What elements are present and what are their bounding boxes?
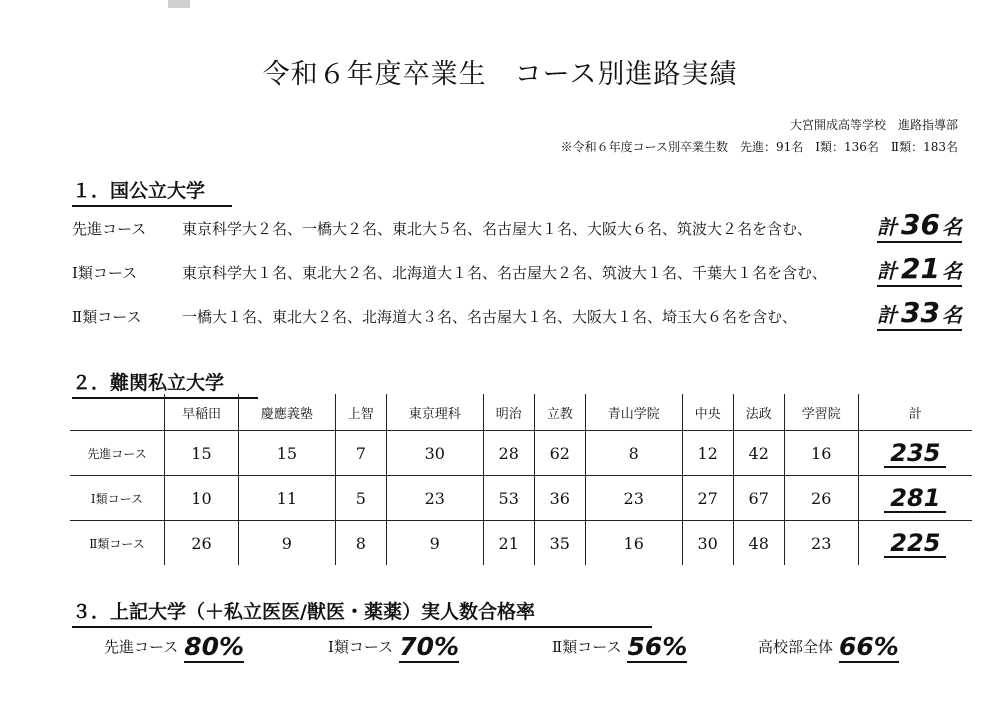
table-cell: 35 bbox=[534, 521, 585, 566]
table-row bbox=[70, 476, 972, 521]
total-number: 33 bbox=[901, 296, 940, 329]
scan-artifact bbox=[168, 0, 190, 8]
private-university-table bbox=[70, 394, 972, 565]
rate-label: 先進コース bbox=[104, 638, 179, 656]
table-cell: 9 bbox=[386, 521, 483, 566]
table-cell: 5 bbox=[335, 476, 386, 521]
table-cell: 23 bbox=[386, 476, 483, 521]
course-total bbox=[877, 208, 962, 243]
table-cell: 16 bbox=[784, 431, 858, 476]
table-cell: 26 bbox=[165, 521, 239, 566]
column-header: 東京理科 bbox=[386, 394, 483, 431]
table-cell: 8 bbox=[585, 431, 682, 476]
rate-label: Ⅱ類コース bbox=[552, 638, 622, 656]
national-row-type1 bbox=[72, 254, 972, 288]
page-title: 令和６年度卒業生 コース別進路実績 bbox=[262, 59, 738, 90]
rate-item bbox=[328, 632, 459, 661]
section3-heading: ３．上記大学（＋私立医医/獣医・薬薬）実人数合格率 bbox=[72, 597, 652, 628]
table-cell: 30 bbox=[682, 521, 733, 566]
national-row-type2 bbox=[72, 298, 972, 332]
table-cell: 27 bbox=[682, 476, 733, 521]
table-cell: 30 bbox=[386, 431, 483, 476]
table-cell: 53 bbox=[483, 476, 534, 521]
column-header: 慶應義塾 bbox=[238, 394, 335, 431]
rate-label: Ⅰ類コース bbox=[328, 638, 394, 656]
table-cell: 15 bbox=[238, 431, 335, 476]
table-cell: 8 bbox=[335, 521, 386, 566]
column-header: 学習院 bbox=[784, 394, 858, 431]
course-total bbox=[877, 252, 962, 287]
total-suffix: 名 bbox=[942, 303, 962, 327]
column-header: 立教 bbox=[534, 394, 585, 431]
rate-value: 80% bbox=[184, 632, 245, 661]
rate-value: 70% bbox=[399, 632, 460, 661]
row-total-cell bbox=[858, 431, 972, 476]
course-label: 先進コース bbox=[72, 220, 147, 238]
rate-value: 56% bbox=[627, 632, 688, 661]
section2-heading: ２．難関私立大学 bbox=[72, 368, 258, 399]
table-cell: 26 bbox=[784, 476, 858, 521]
rate-value: 66% bbox=[839, 632, 899, 661]
table-cell: 23 bbox=[784, 521, 858, 566]
row-total: 225 bbox=[884, 530, 946, 558]
column-header: 法政 bbox=[733, 394, 784, 431]
table-row bbox=[70, 431, 972, 476]
total-suffix: 名 bbox=[942, 215, 962, 239]
university-detail: 東京科学大２名、一橋大２名、東北大５名、名古屋大１名、大阪大６名、筑波大２名を含む、 bbox=[182, 220, 813, 238]
course-label: Ⅰ類コース bbox=[72, 264, 138, 282]
total-prefix: 計 bbox=[877, 303, 898, 327]
column-header: 計 bbox=[858, 394, 972, 431]
table-cell: 36 bbox=[534, 476, 585, 521]
rate-item bbox=[104, 632, 244, 661]
table-cell: 21 bbox=[483, 521, 534, 566]
column-header bbox=[70, 394, 165, 431]
course-label: Ⅱ類コース bbox=[70, 521, 165, 566]
table-cell: 12 bbox=[682, 431, 733, 476]
total-prefix: 計 bbox=[877, 259, 898, 283]
total-number: 36 bbox=[901, 208, 940, 241]
graduate-count-note: ※令和６年度コース別卒業生数 先進：91名 Ⅰ類：136名 Ⅱ類：183名 bbox=[560, 140, 958, 154]
university-detail: 一橋大１名、東北大２名、北海道大３名、名古屋大１名、大阪大１名、埼玉大６名を含む、 bbox=[182, 308, 798, 326]
table-cell: 62 bbox=[534, 431, 585, 476]
table-cell: 7 bbox=[335, 431, 386, 476]
table-cell: 16 bbox=[585, 521, 682, 566]
course-label: 先進コース bbox=[70, 431, 165, 476]
table-cell: 23 bbox=[585, 476, 682, 521]
column-header: 青山学院 bbox=[585, 394, 682, 431]
row-total-cell bbox=[858, 521, 972, 566]
total-number: 21 bbox=[901, 252, 940, 285]
row-total-cell bbox=[858, 476, 972, 521]
table-cell: 11 bbox=[238, 476, 335, 521]
column-header: 明治 bbox=[483, 394, 534, 431]
table-cell: 28 bbox=[483, 431, 534, 476]
table-row bbox=[70, 521, 972, 566]
table-cell: 9 bbox=[238, 521, 335, 566]
rate-item bbox=[758, 632, 899, 661]
course-label: Ⅰ類コース bbox=[70, 476, 165, 521]
pass-rate-row bbox=[0, 632, 1000, 672]
rate-item bbox=[552, 632, 687, 661]
table-cell: 10 bbox=[165, 476, 239, 521]
total-prefix: 計 bbox=[877, 215, 898, 239]
course-label: Ⅱ類コース bbox=[72, 308, 142, 326]
table-cell: 48 bbox=[733, 521, 784, 566]
column-header: 早稲田 bbox=[165, 394, 239, 431]
table-cell: 67 bbox=[733, 476, 784, 521]
rate-label: 高校部全体 bbox=[758, 638, 834, 656]
department-label: 大宮開成高等学校 進路指導部 bbox=[789, 118, 958, 132]
national-row-sensin bbox=[72, 210, 972, 244]
table-cell: 15 bbox=[165, 431, 239, 476]
total-suffix: 名 bbox=[942, 259, 962, 283]
table-cell: 42 bbox=[733, 431, 784, 476]
university-detail: 東京科学大１名、東北大２名、北海道大１名、名古屋大２名、筑波大１名、千葉大１名を含む、 bbox=[182, 264, 828, 282]
column-header: 中央 bbox=[682, 394, 733, 431]
row-total: 281 bbox=[884, 485, 946, 513]
column-header: 上智 bbox=[335, 394, 386, 431]
section1-heading: １．国公立大学 bbox=[72, 176, 232, 207]
table-header-row bbox=[70, 394, 972, 431]
row-total: 235 bbox=[884, 440, 946, 468]
course-total bbox=[877, 296, 962, 331]
